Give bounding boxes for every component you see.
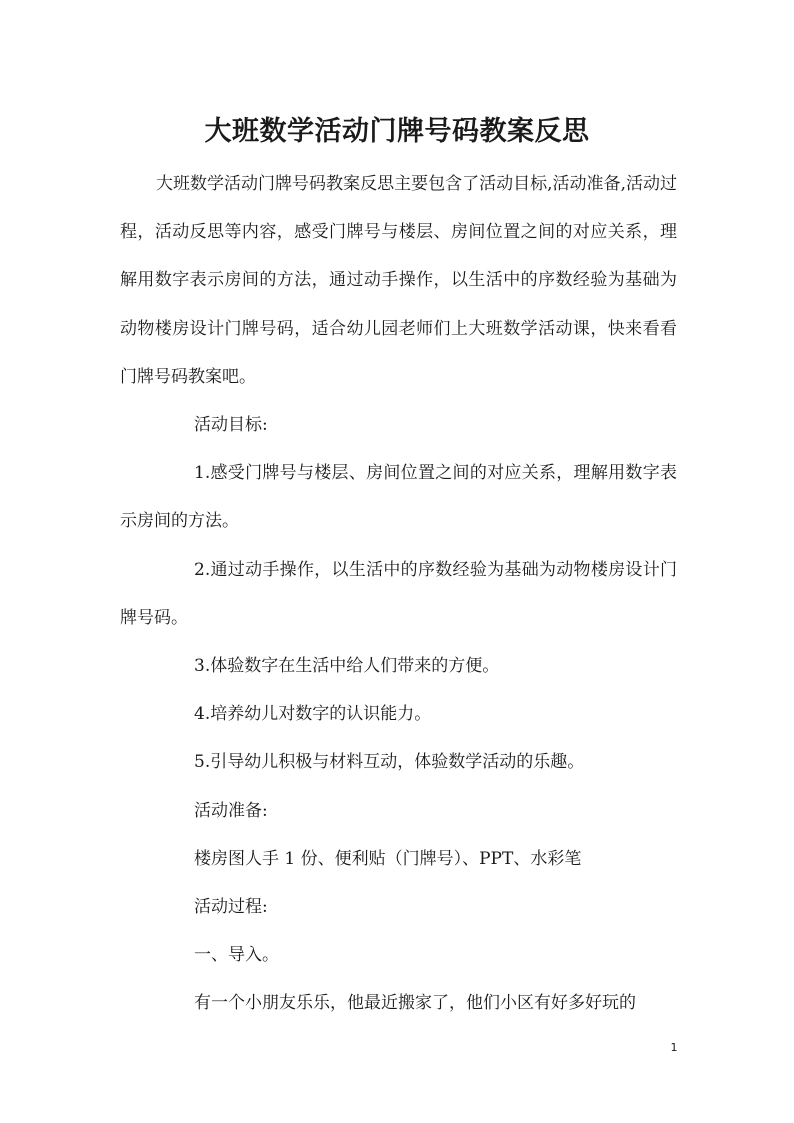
section-heading-goals: 活动目标:	[194, 415, 268, 436]
document-body	[120, 160, 677, 1028]
document-title: 大班数学活动门牌号码教案反思	[204, 116, 590, 148]
intro-paragraph: 大班数学活动门牌号码教案反思主要包含了活动目标,活动准备,活动过程，活动反思等内容，感受门牌号与楼层、房间位置之间的对应关系，理解用数字表示房间的方法，通过动手操作，以生活中的序数经验为基础为动物楼房设计门牌号码，适合幼儿园老师们上大班数学活动课，快来看看门牌号码教案吧。	[120, 174, 677, 387]
section-heading-process: 活动过程:	[194, 897, 268, 918]
goal-item-3: 3.体验数字在生活中给人们带来的方便。	[194, 656, 500, 677]
page-number: 1	[670, 1041, 678, 1054]
goal-item-5: 5.引导幼儿积极与材料互动，体验数学活动的乐趣。	[194, 752, 585, 773]
goal-item-1: 1.感受门牌号与楼层、房间位置之间的对应关系，理解用数字表示房间的方法。	[120, 463, 677, 532]
goal-item-2: 2.通过动手操作，以生活中的序数经验为基础为动物楼房设计门牌号码。	[120, 559, 677, 628]
process-step-heading: 一、导入。	[194, 945, 279, 966]
section-heading-preparation: 活动准备:	[194, 800, 268, 821]
goal-item-4: 4.培养幼儿对数字的认识能力。	[194, 704, 432, 725]
process-paragraph: 有一个小朋友乐乐，他最近搬家了，他们小区有好多好玩的	[194, 993, 636, 1014]
preparation-text: 楼房图人手 1 份、便利贴（门牌号）、PPT、水彩笔	[194, 848, 582, 869]
